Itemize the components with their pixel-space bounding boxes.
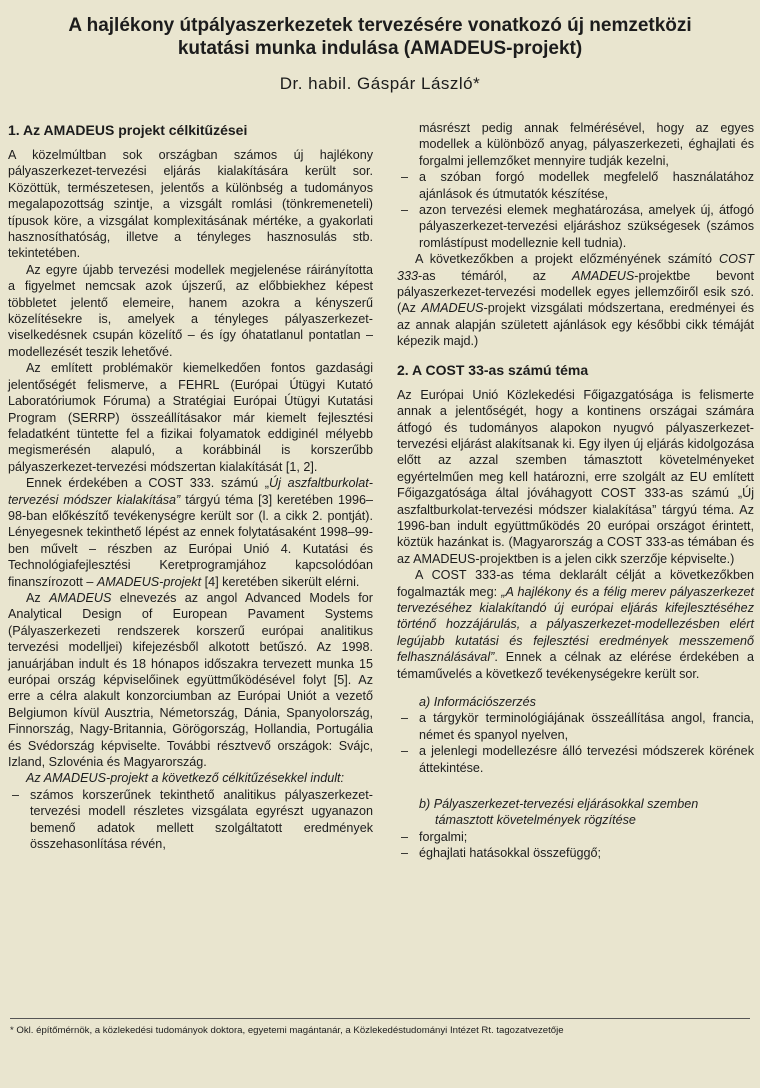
- text-run: [4] keretében sikerült elérni.: [201, 574, 360, 589]
- list-item: – forgalmi;: [397, 829, 754, 845]
- text-run: A következőkben a projekt előzményének számító: [415, 252, 720, 267]
- paragraph: Az egyre újabb tervezési modellek megjelenése ráirányította a figyelmet nemcsak azok újszerű, az előbbiekhez képest többletet jelentő elemeire, hanem azokra a kényszerű közelítésekre is, amelyek a tényleges pályaszerkezet-viselkedésnek csupán közelítő – és így óhatatlanul pontatlan – modellezését teszik lehetővé.: [8, 262, 373, 359]
- text-run: A COST 333-as téma deklarált célját a következőkben fogalmazták meg:: [397, 568, 754, 599]
- italic-run: AMADEUS: [421, 301, 484, 316]
- italic-run: Új aszfaltburkolat-tervezési módszer kialakítása”: [8, 476, 373, 507]
- paragraph: [397, 567, 754, 682]
- section-2-heading: 2. A COST 33-as számú téma: [397, 361, 589, 378]
- subheading-a: a) Információszerzés: [419, 695, 536, 709]
- text-run: elnevezés az angol Advanced Models for Analytical Design of European Pavament Systems (Pályaszerkezeti rendszerek korszerű európai analitikus tervezési modelljei) kifejezésből alkotott betűszó. Az 1998. januárjában indult és 18 hónapos időszakra tervezett munka 15 európai ország képviselőinek együttműködésével folyt [5]. Az erre a célra alakult konzorciumban az Európai Uniót a vezető Belgiumon kívül Ausztria, Németország, Dánia, Spanyolország, Finnország, Nagy-Britannia, Görögország, Hollandia, Portugália és Svédország képviselte. További résztvevő országok: Svájc, Izland, Szlovénia és Magyarország.: [8, 590, 373, 770]
- text-run: -as témáról, az: [418, 268, 572, 283]
- goal-list-continued: [397, 169, 754, 251]
- paragraph: Az Európai Unió Közlekedési Főigazgatósága is felismerte annak a jelentőségét, hogy a kontinens országai számára átfogó és tudományos alapokon nyugvó pályaszerkezet-tervezési eljárást alakítsanak ki. Egy ilyen új eljárás kidolgozása előtt az azzal szemben támasztott követelményeket egyértelműen meg kell határozni, erre szolgált az EU említett Főigazgatósága által jóváhagyott COST 333-as számú „Új aszfaltburkolat-tervezési módszer kialakítása” tárgyú téma. Az 1996-ban indult együttműködés 20 európai országot érintett, köztük hazánkat is. (Magyarország a COST 333-as témában és az AMADEUS-projektben is a jelen cikk szerzője képviselte.): [397, 387, 754, 566]
- paragraph: Az említett problémakör kiemelkedően fontos gazdasági jelentőségét felismerve, a FEHRL (Európai Útügyi Kutató Laboratóriumok Fóruma) a Stratégiai Európai Útügyi Kutatási Program (SERRP) összeállításakor már kiemelt fejlesztési feladatként tüntette fel a fizikai folyamatok eddiginél mélyebb megismerésén alapuló, a korábbinál is korszerűbb pályaszerkezet-tervezési módszertan kialakítását [1, 2].: [8, 361, 373, 474]
- list-item: – a szóban forgó modellek megfelelő használatához ajánlások és útmutatók készítése,: [397, 169, 754, 202]
- text-run: tárgyú téma [3] keretében 1996–98-ban előkészítő tevékenységre került sor (l. a cikk 2. pontját). Lényegesnek tekinthető lépést az ennek folytatásaként 1998–99-ben művelt – részben az Európai Unió 4. Kutatási és Technológiafejlesztési Keretprogramjához kapcsolódóan finanszírozott –: [8, 492, 373, 589]
- text-run: Ennek érdekében a COST 333. számú „: [26, 476, 269, 491]
- list-a: [397, 710, 754, 776]
- left-column: [8, 120, 373, 852]
- footnote: * Okl. építőmérnök, a közlekedési tudományok doktora, egyetemi magántanár, a Közlekedéstudományi Intézet Rt. tagozatvezetője: [10, 1018, 750, 1037]
- text-run: Az: [26, 590, 50, 605]
- list-item: – a jelenlegi modellezésre álló tervezési módszerek körének áttekintése.: [397, 743, 754, 776]
- text-run: -projekt vizsgálati módszertana, eredményei és az annak alapján született ajánlások egy későbbi cikk témáját képezik majd.): [397, 301, 754, 349]
- section-1-heading: 1. Az AMADEUS projekt célkitűzései: [8, 122, 248, 138]
- paragraph: [397, 251, 754, 349]
- italic-run: AMADEUS: [571, 268, 635, 283]
- italic-run: Az AMADEUS-projekt a következő célkitűzésekkel indult:: [26, 771, 345, 786]
- paragraph: A közelmúltban sok országban számos új hajlékony pályaszerkezet-tervezési eljárás kialakítására került sor. Közöttük, természetesen, jelentős a különbség a tudományos megalapozottság szintje, a vizsgált romlási (tönkremeneteli) típusok köre, a vizsgálat komplexitásának mértéke, a gyakorlati hasznosíthatóság, illetve a tényleges hasznosulás stb. tekintetében.: [8, 148, 373, 261]
- italic-run: „A hajlékony és a félig merev pályaszerkezet tervezéséhez kialakítandó új európai eljárás kifejlesztéséhez történő hozzájárulás, a pályaszerkezet-modellezésben elért legújabb kutatási és fejlesztési eredmények messzemenő felhasználásával”: [397, 584, 754, 665]
- paragraph: [8, 770, 373, 786]
- title-line-1: A hajlékony útpályaszerkezetek tervezésére vonatkozó új nemzetközi: [68, 15, 692, 36]
- paragraph: [8, 475, 373, 590]
- list-item: – azon tervezési elemek meghatározása, amelyek új, átfogó pályaszerkezet-tervezési eljáráshoz szükségesek (számos romlástípust modelleznie kell tudnia).: [397, 202, 754, 251]
- author: Dr. habil. Gáspár László*: [279, 74, 481, 93]
- list-item: – éghajlati hatásokkal összefüggő;: [397, 845, 754, 861]
- list-item: – a tárgykör terminológiájának összeállítása angol, francia, német és spanyol nyelven,: [397, 710, 754, 743]
- title-line-2: kutatási munka indulása (AMADEUS-projekt): [177, 38, 583, 59]
- italic-run: COST 333: [397, 252, 754, 283]
- italic-run: AMADEUS: [49, 590, 112, 605]
- list-item: – számos korszerűnek tekinthető analitikus pályaszerkezet-tervezési modell részletes vizsgálata egyrészt ugyanazon bemenő adatok mellett szolgáltatott eredmények összehasonlítása révén,: [8, 787, 373, 853]
- paragraph: [8, 590, 373, 770]
- list-item-continuation: másrészt pedig annak felmérésével, hogy az egyes modellek a különböző anyag, pályaszerkezeti, éghajlati és forgalmi jellemzőket mennyire tudják kezelni,: [419, 121, 754, 168]
- text-run: . Ennek a célnak az elérése érdekében a témaművelés a következő tevékenységekre került sor.: [397, 650, 754, 681]
- goal-list: [8, 787, 373, 853]
- text-run: -projektbe bevont pályaszerkezet-tervezési modellek egyes jellemzőiről esik szó. (Az: [397, 268, 754, 316]
- list-b: [397, 829, 754, 862]
- right-column: [397, 120, 754, 862]
- article-title: [20, 14, 740, 60]
- subheading-b: b) Pályaszerkezet-tervezési eljárásokkal szemben támasztott követelmények rögzítése: [419, 797, 699, 828]
- italic-run: AMADEUS-projekt: [96, 574, 202, 589]
